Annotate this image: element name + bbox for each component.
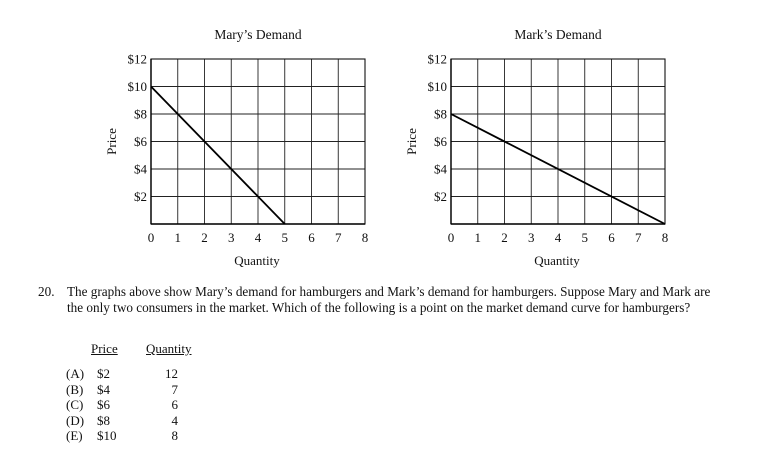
y-tick-label: $2 xyxy=(434,189,447,204)
y-tick-label: $12 xyxy=(127,51,147,67)
option-label: (A) xyxy=(66,366,85,381)
chart-mark-demand xyxy=(300,0,680,280)
option-price: $10 xyxy=(97,428,117,443)
option-quantity: 6 xyxy=(171,397,178,412)
y-tick-label: $10 xyxy=(427,79,447,94)
x-tick-label: 2 xyxy=(201,230,208,245)
option-label: (E) xyxy=(66,428,83,443)
x-tick-label: 6 xyxy=(608,230,615,245)
answer-header-quantity: Quantity xyxy=(146,341,192,356)
x-tick-label: 1 xyxy=(474,230,481,245)
x-axis-label: Quantity xyxy=(534,253,580,268)
answer-option-d[interactable] xyxy=(66,413,206,429)
option-quantity: 12 xyxy=(165,366,178,381)
x-tick-label: 6 xyxy=(308,230,315,245)
x-tick-label: 3 xyxy=(228,230,235,245)
option-label: (D) xyxy=(66,412,85,428)
option-quantity: 8 xyxy=(171,428,178,443)
option-price: $6 xyxy=(97,397,110,412)
y-tick-label: $2 xyxy=(134,189,147,204)
answer-option-a[interactable] xyxy=(66,366,206,382)
x-tick-label: 7 xyxy=(335,230,342,245)
x-tick-label: 2 xyxy=(501,230,508,245)
y-tick-label: $12 xyxy=(427,51,447,67)
question-number: 20. xyxy=(38,284,55,299)
y-tick-label: $6 xyxy=(434,134,447,149)
x-tick-label: 3 xyxy=(528,230,535,245)
x-tick-label: 8 xyxy=(661,230,669,245)
x-tick-label: 0 xyxy=(147,230,155,245)
question-text: The graphs above show Mary’s demand for hamburgers and Mark’s demand for hamburgers. Suppose Mary and Mark are the only two consumers in the market. Which of the following is a point on the market demand curve for hamburgers? xyxy=(67,284,711,315)
option-label: (C) xyxy=(66,397,84,412)
demand-line xyxy=(151,87,285,225)
answer-option-c[interactable] xyxy=(66,397,206,413)
x-tick-label: 8 xyxy=(361,230,369,245)
chart-title: Mary’s Demand xyxy=(214,27,302,42)
x-tick-label: 5 xyxy=(581,230,588,245)
y-tick-label: $8 xyxy=(134,106,147,122)
y-tick-label: $6 xyxy=(134,134,147,149)
option-quantity: 7 xyxy=(171,381,178,397)
x-tick-label: 4 xyxy=(254,230,262,245)
answer-option-b[interactable] xyxy=(66,382,206,398)
x-tick-label: 1 xyxy=(174,230,181,245)
option-quantity: 4 xyxy=(171,412,178,428)
x-tick-label: 0 xyxy=(447,230,455,245)
x-tick-label: 4 xyxy=(554,230,562,245)
option-price: $4 xyxy=(97,381,110,397)
answer-option-e[interactable] xyxy=(66,428,206,444)
y-axis-label: Price xyxy=(404,128,419,155)
option-price: $2 xyxy=(97,366,110,381)
x-tick-label: 5 xyxy=(281,230,288,245)
option-label: (B) xyxy=(66,381,84,397)
chart-svg xyxy=(300,0,680,275)
answer-header-price: Price xyxy=(91,341,118,356)
y-tick-label: $8 xyxy=(434,106,447,122)
y-tick-label: $4 xyxy=(434,161,447,177)
option-price: $8 xyxy=(97,412,110,428)
y-tick-label: $10 xyxy=(127,79,147,94)
y-axis-label: Price xyxy=(104,128,119,155)
y-tick-label: $4 xyxy=(134,161,147,177)
x-axis-label: Quantity xyxy=(234,253,280,268)
x-tick-label: 7 xyxy=(635,230,642,245)
chart-title: Mark’s Demand xyxy=(514,27,602,42)
